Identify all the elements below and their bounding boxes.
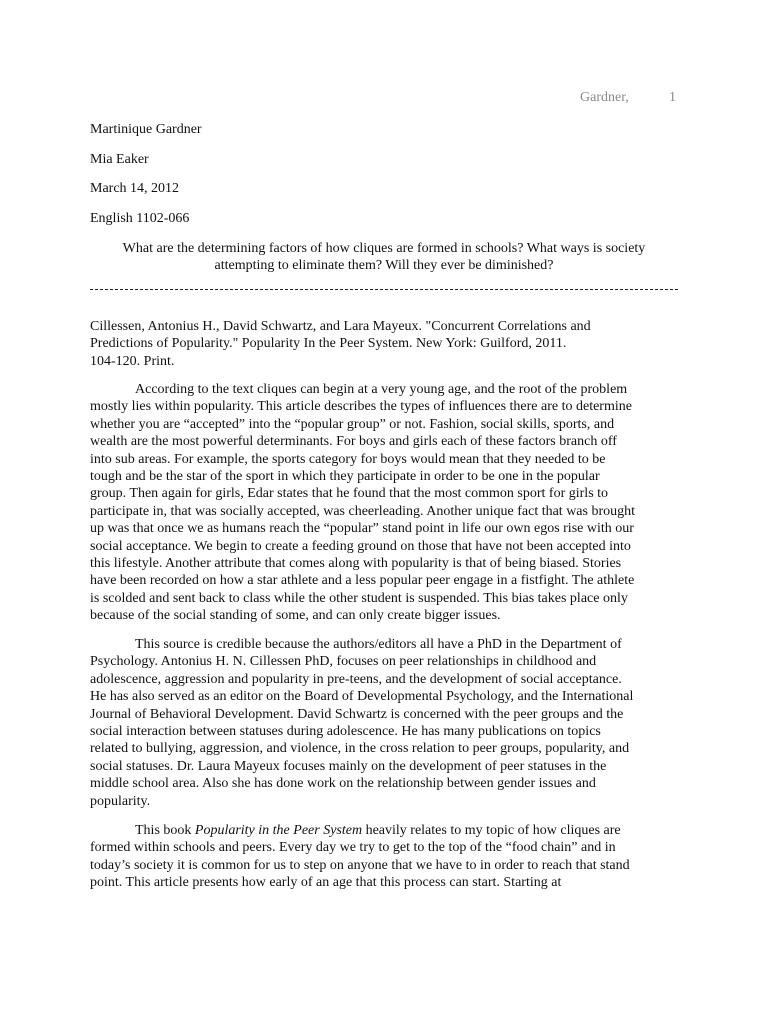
- summary-line: According to the text cliques can begin at a very young age, and the root of the problem: [135, 382, 628, 397]
- citation-line: Predictions of Popularity." Popularity In the Peer System. New York: Guilford, 2011.: [90, 336, 567, 352]
- summary-line: up was that once we as humans reach the “popular” stand point in life our own egos rise with our: [90, 521, 634, 537]
- summary-line: participate in, that was socially accepted, was cheerleading. Another unique fact that was brought: [90, 503, 636, 519]
- relevance-line: today’s society it is common for us to step on anyone that we have to in order to reach that stand: [90, 857, 630, 873]
- summary-paragraph: [90, 381, 678, 625]
- relevance-line: formed within schools and peers. Every day we try to get to the top of the “food chain” and in: [90, 840, 616, 856]
- summary-line: into sub areas. For example, the sports category for boys would mean that they needed to be: [90, 451, 606, 467]
- summary-line: wealth are the most powerful determinants. For boys and girls each of these factors branch off: [90, 434, 617, 450]
- summary-line: group. Then again for girls, Edar states that he found that the most common sport for girls to: [90, 486, 609, 502]
- research-question: [90, 240, 678, 274]
- credibility-line: He has also served as an editor on the Board of Developmental Psychology, and the International: [90, 689, 634, 705]
- relevance-paragraph: [90, 822, 678, 892]
- relevance-intro: This book: [135, 823, 195, 838]
- credibility-line: popularity.: [90, 793, 151, 809]
- summary-line: mostly lies within popularity. This article describes the types of influences there are to determine: [90, 399, 632, 415]
- running-header: [0, 90, 768, 110]
- summary-line: this lifestyle. Another attribute that comes along with popularity is that of being biased. Stories: [90, 556, 622, 572]
- credibility-line: Journal of Behavioral Development. David Schwartz is concerned with the peer groups and the: [90, 706, 624, 722]
- instructor-name: Mia Eaker: [90, 152, 149, 167]
- course: English 1102-066: [90, 211, 190, 226]
- summary-line: whether you are “accepted” into the “popular group” or not. Fashion, social skills, sports, and: [90, 416, 615, 432]
- credibility-line: middle school area. Also she has done work on the relationship between gender issues and: [90, 776, 596, 792]
- credibility-line: social statuses. Dr. Laura Mayeux focuses mainly on the development of peer statuses in the: [90, 758, 607, 774]
- credibility-line: Psychology. Antonius H. N. Cillessen PhD, focuses on peer relationships in childhood and: [90, 654, 597, 670]
- credibility-line: adolescence, aggression and popularity in pre-teens, and the development of social acceptance.: [90, 671, 622, 687]
- summary-line: have been recorded on how a star athlete and a less popular peer engage in a fistfight. The athlete: [90, 573, 635, 589]
- research-question-line: What are the determining factors of how cliques are formed in schools? What ways is society: [122, 241, 646, 256]
- research-question-line: attempting to eliminate them? Will they ever be diminished?: [214, 258, 554, 273]
- summary-line: tough and be the star of the sport in which they participate in order to be one in the popular: [90, 469, 600, 485]
- citation-line: 104-120. Print.: [90, 353, 175, 369]
- header-author: Gardner,: [580, 90, 629, 105]
- relevance-line: point. This article presents how early of an age that this process can start. Starting at: [90, 875, 562, 891]
- book-title: Popularity in the Peer System: [194, 823, 363, 838]
- relevance-continued: heavily relates to my topic of how cliques are: [362, 823, 621, 838]
- summary-line: is scolded and sent back to class while the other student is suspended. This bias takes place only: [90, 590, 628, 606]
- student-name: Martinique Gardner: [90, 122, 202, 137]
- dashed-divider: [90, 289, 678, 290]
- credibility-paragraph: [90, 636, 678, 810]
- summary-line: social acceptance. We begin to create a feeding ground on those that have not been accepted into: [90, 538, 631, 554]
- credibility-line: related to bullying, aggression, and violence, in the cross relation to peer groups, popularity, and: [90, 741, 630, 757]
- header-page-number: 1: [669, 90, 676, 105]
- summary-line: because of the social standing of some, and can only create bigger issues.: [90, 608, 501, 624]
- mla-citation: [90, 318, 670, 370]
- citation-line: Cillessen, Antonius H., David Schwartz, and Lara Mayeux. "Concurrent Correlations and: [90, 319, 591, 334]
- credibility-line: social interaction between statuses during adolescence. He has many publications on topics: [90, 724, 601, 740]
- credibility-line: This source is credible because the authors/editors all have a PhD in the Department of: [135, 637, 622, 652]
- relevance-first-line: [90, 822, 678, 839]
- date: March 14, 2012: [90, 181, 180, 196]
